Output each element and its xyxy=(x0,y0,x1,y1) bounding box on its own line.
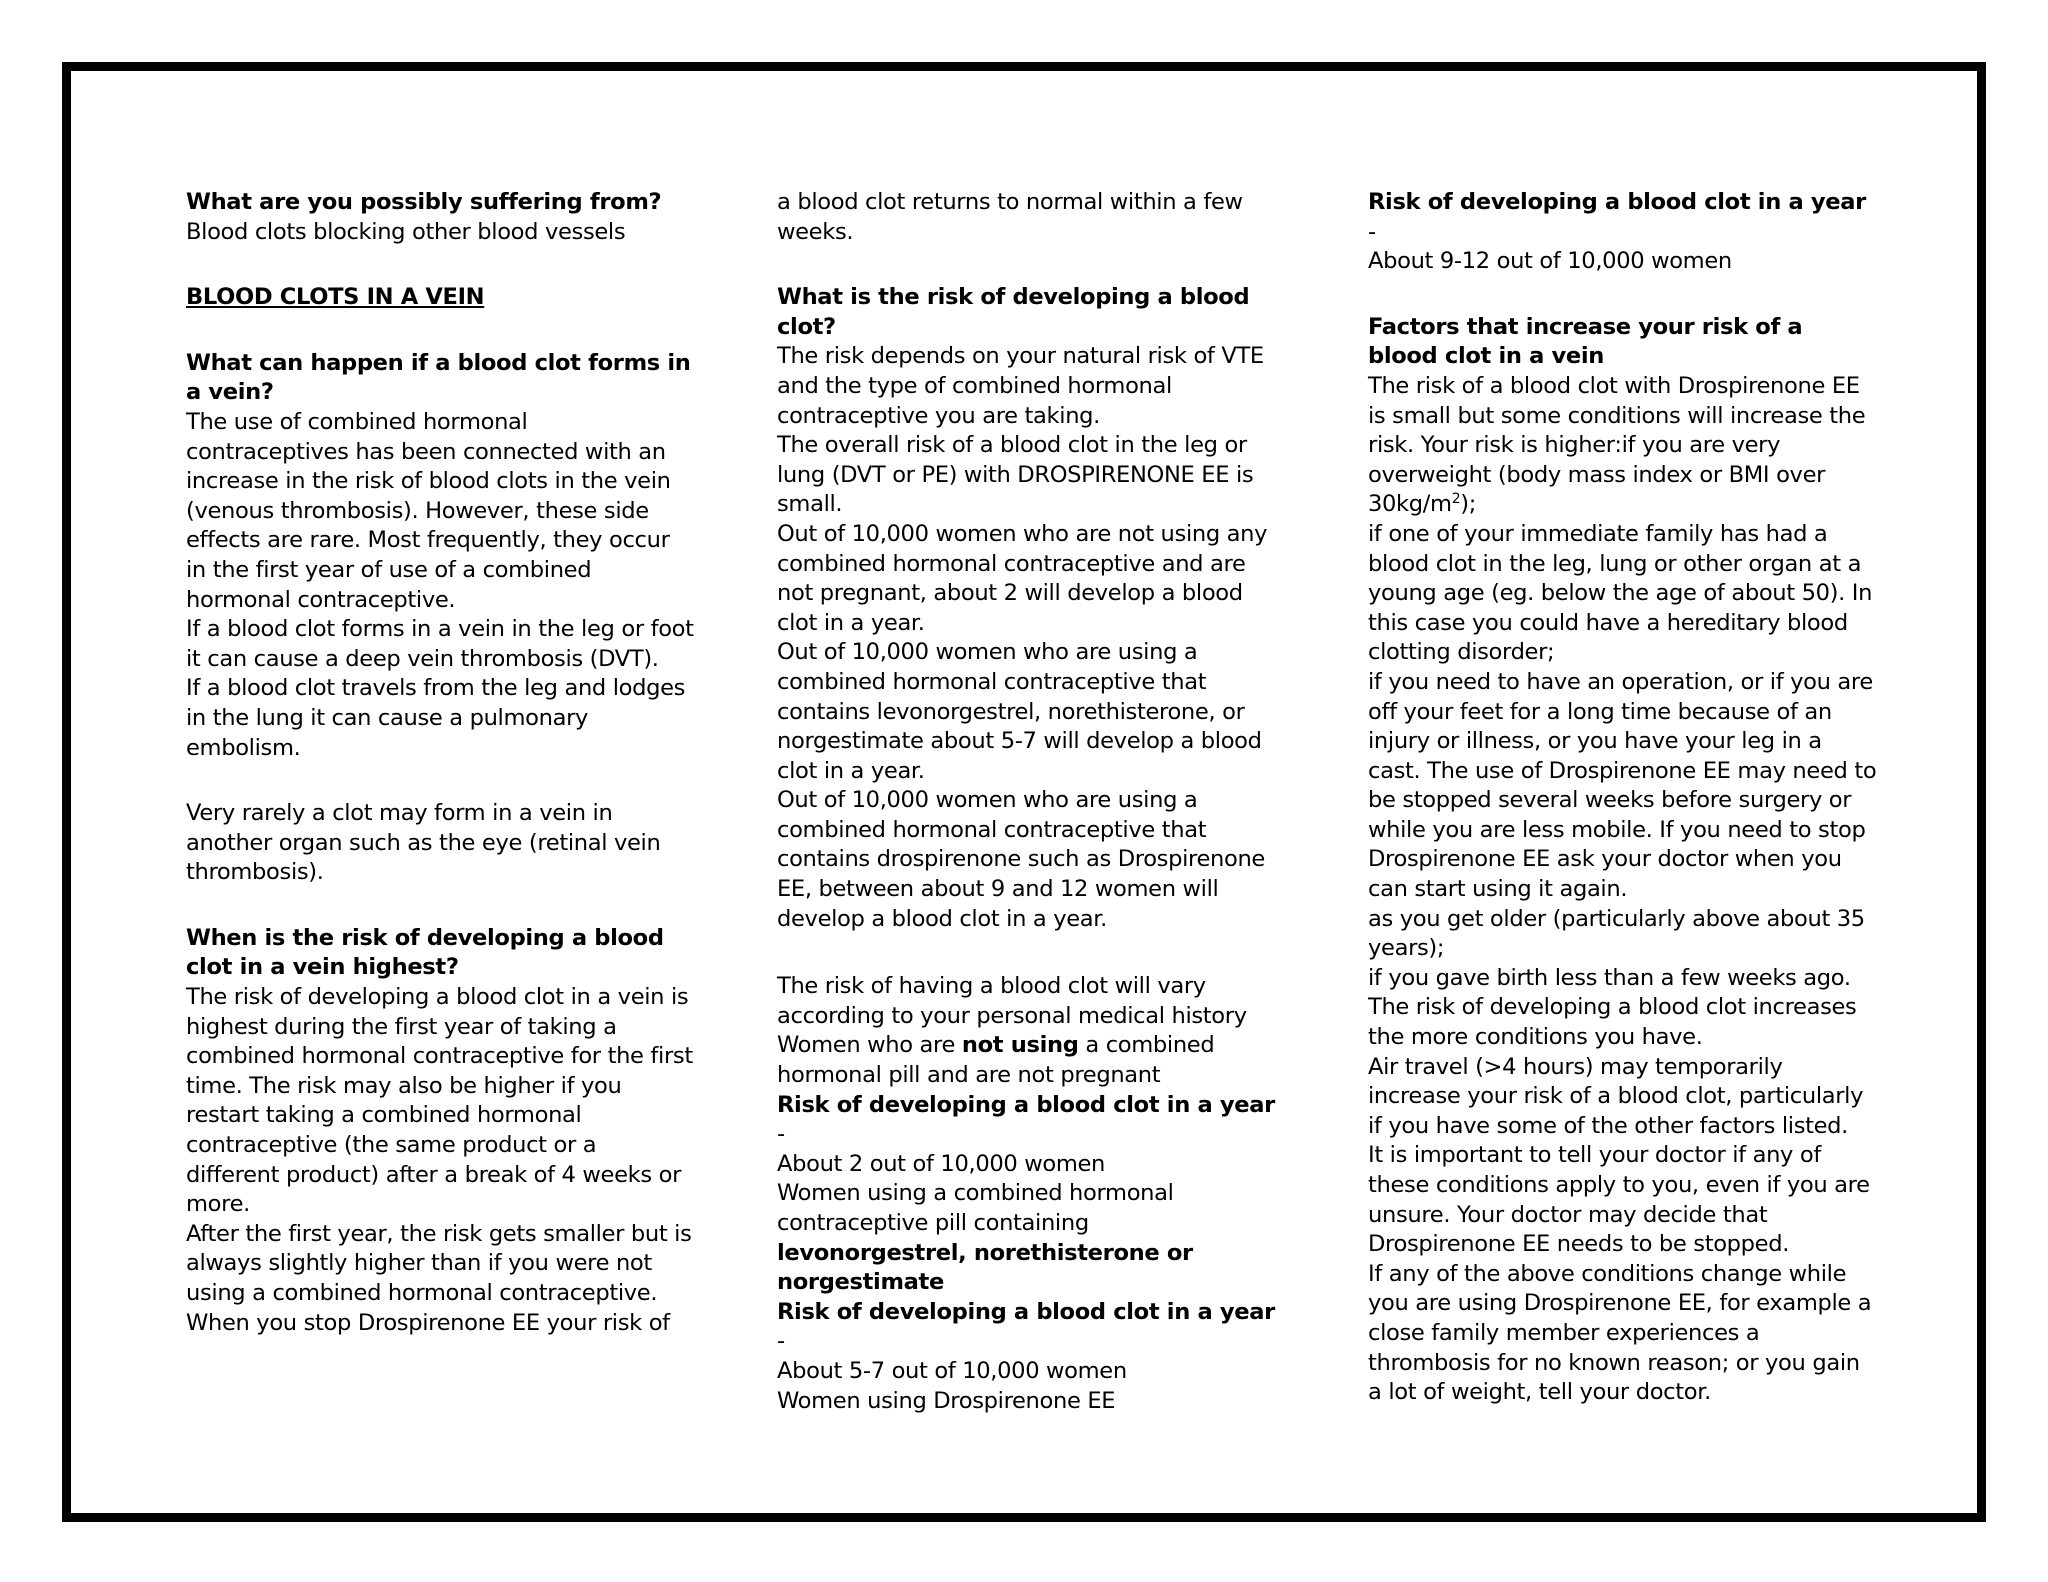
paragraph-tell-doctor: It is important to tell your doctor if any of these conditions apply to you, even if you are unsure. Your doctor may decide that Drospirenone EE needs to be stopped. xyxy=(1368,1142,1870,1258)
risk-label-2: Risk of developing a blood clot in a year - xyxy=(777,1298,1275,1355)
paragraph-pulmonary-embolism: If a blood clot travels from the leg and lodges in the lung it can cause a pulmonary embolism. xyxy=(186,675,686,761)
paragraph-air-travel: Air travel (>4 hours) may temporarily increase your risk of a blood clot, particularly if you have some of the other factors listed. xyxy=(1368,1053,1864,1139)
paragraph-older: as you get older (particularly above about 35 years); xyxy=(1368,905,1865,962)
paragraph-when-you-stop: When you stop Drospirenone EE your risk of xyxy=(186,1309,670,1336)
paragraph-not-using: Out of 10,000 women who are not using any combined hormonal contraceptive and are not pregnant, about 2 will develop a blood clot in a year. xyxy=(777,520,1268,636)
paragraph-risk-will-vary: The risk of having a blood clot will vary according to your personal medical history xyxy=(777,973,1247,1029)
paragraph-conditions-change: If any of the above conditions change while you are using Drospirenone EE, for example a close family member experiences a thrombosis for no known reason; or you gain a lot of weight, tell your doctor. xyxy=(1368,1260,1872,1406)
paragraph-dvt: If a blood clot forms in a vein in the leg or foot it can cause a deep vein thrombosis (DVT). xyxy=(186,616,694,672)
paragraph-first-year-risk: The risk of developing a blood clot in a vein is highest during the first year of taking a combined hormonal contraceptive for the first time. The risk may also be higher if you restart taking a combined hormonal contraceptive (the same product or a different product) after a break of 4 weeks or more. xyxy=(186,984,693,1218)
paragraph-family-history: if one of your immediate family has had a blood clot in the leg, lung or other organ at a young age (eg. below the age of about 50). In this case you could have a hereditary blood clotting disorder; xyxy=(1368,520,1873,666)
heading-suffering: What are you possibly suffering from? xyxy=(186,189,662,215)
paragraph-combined-hormonal-risk: The use of combined hormonal contraceptives has been connected with an increase in the risk of blood clots in the vein (venous thrombosis). However, these side effects are rare. Most frequently, they occur in the first year of use of a combined hormonal contraceptive. xyxy=(186,408,671,613)
paragraph-women-using-drospirenone: Women using Drospirenone EE xyxy=(777,1387,1116,1414)
emphasis-not-using: not using xyxy=(961,1032,1079,1059)
paragraph-returns-to-normal: a blood clot returns to normal within a few weeks. xyxy=(777,189,1243,245)
paragraph-women-not-using: Women who are not using a combined hormonal pill and are not pregnant xyxy=(777,1032,1215,1089)
column-right xyxy=(1368,188,1878,1408)
paragraph-operation: if you need to have an operation, or if you are off your feet for a long time because of an injury or illness, or you have your leg in a cast. The use of Drospirenone EE may need to be stopped several weeks before surgery or while you are less mobile. If you need to stop Drospirenone EE ask your doctor when you can start using it again. xyxy=(1368,668,1877,903)
paragraph-retinal-vein: Very rarely a clot may form in a vein in another organ such as the eye (retinal vein thrombosis). xyxy=(186,800,661,886)
risk-value-2: About 5-7 out of 10,000 women xyxy=(777,1357,1127,1384)
paragraph-drospirenone: Out of 10,000 women who are using a combined hormonal contraceptive that contains drospirenone such as Drospirenone EE, between about 9 and 12 women will develop a blood clot in a year. xyxy=(777,787,1265,932)
heading-factors-increase-risk: Factors that increase your risk of a blood clot in a vein xyxy=(1368,313,1803,370)
risk-value-1: About 2 out of 10,000 women xyxy=(777,1150,1106,1177)
paragraph-levonorgestrel: Out of 10,000 women who are using a combined hormonal contraceptive that contains levonorgestrel, norethisterone, or norgestimate about 5-7 will develop a blood clot in a year. xyxy=(777,639,1262,784)
paragraph-more-conditions: The risk of developing a blood clot increases the more conditions you have. xyxy=(1368,994,1857,1051)
risk-label-3: Risk of developing a blood clot in a year - xyxy=(1368,189,1866,245)
paragraph-overweight: The risk of a blood clot with Drospirenone EE is small but some conditions will increase the risk. Your risk is higher:if you are very overweight (body mass index or BMI over $30kg/m^2$); xyxy=(1368,372,1866,518)
paragraph-women-using-combined: Women using a combined hormonal contraceptive pill containing xyxy=(777,1180,1174,1236)
paragraph-after-first-year: After the first year, the risk gets smaller but is always slightly higher than if you were not using a combined hormonal contraceptive. xyxy=(186,1220,692,1306)
risk-value-3: About 9-12 out of 10,000 women xyxy=(1368,248,1732,275)
heading-when-is-risk-highest: When is the risk of developing a blood clot in a vein highest? xyxy=(186,924,664,981)
paragraph-overall-risk: The overall risk of a blood clot in the leg or lung (DVT or PE) with DROSPIRENONE EE is small. xyxy=(777,432,1254,518)
paragraph-natural-risk: The risk depends on your natural risk of VTE and the type of combined hormonal contraceptive you are taking. xyxy=(777,343,1264,429)
column-left xyxy=(186,188,696,1338)
heading-what-can-happen: What can happen if a blood clot forms in a vein? xyxy=(186,349,691,406)
column-middle xyxy=(777,188,1287,1416)
section-title-blood-clots-in-vein: BLOOD CLOTS IN A VEIN xyxy=(186,284,485,311)
paragraph-gave-birth: if you gave birth less than a few weeks ago. xyxy=(1368,964,1851,991)
paragraph-blood-clots-blocking: Blood clots blocking other blood vessels xyxy=(186,218,626,245)
risk-label-1: Risk of developing a blood clot in a year - xyxy=(777,1091,1275,1148)
heading-risk-of-developing: What is the risk of developing a blood clot? xyxy=(777,284,1250,340)
emphasis-levonorgestrel: levonorgestrel, norethisterone or norgestimate xyxy=(777,1239,1193,1296)
